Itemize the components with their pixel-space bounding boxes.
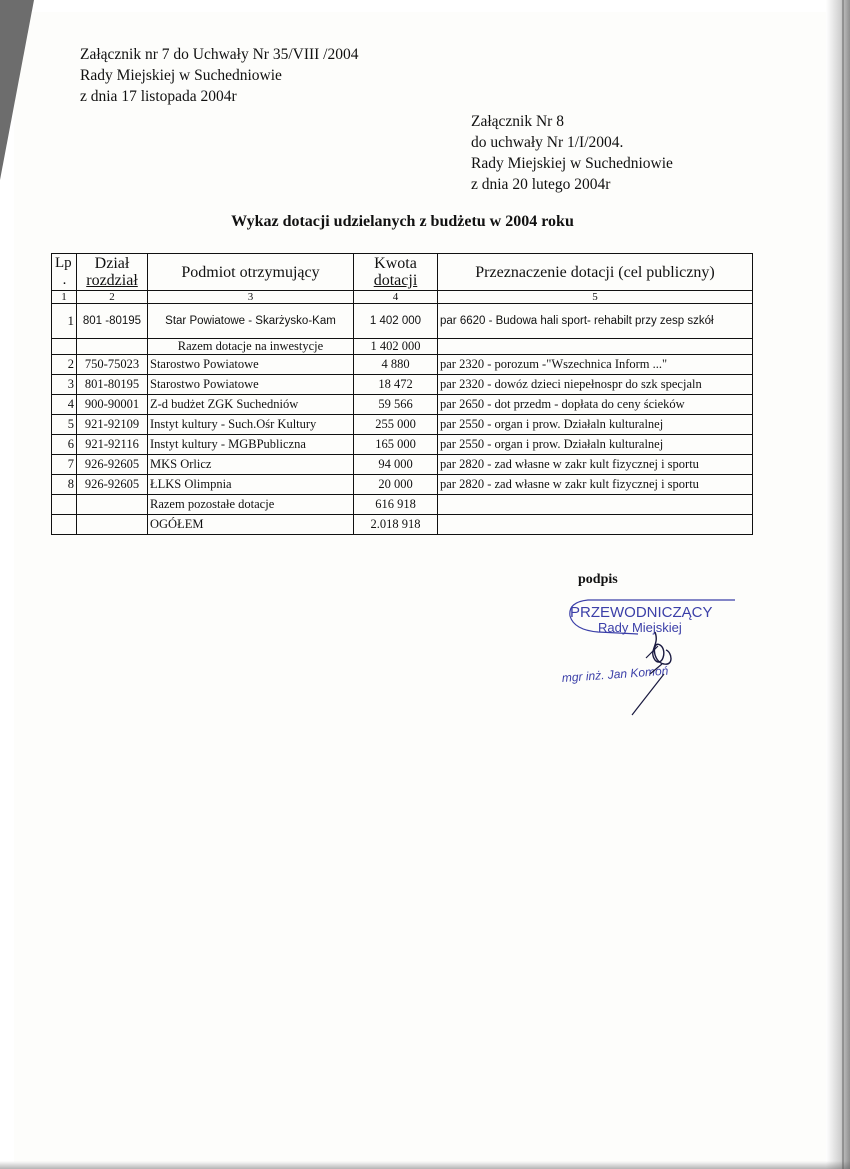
header-lp — [52, 254, 77, 291]
document-title: Wykaz dotacji udzielanych z budżetu w 2004 roku — [231, 213, 574, 230]
row-dzial: 900-90001 — [77, 395, 148, 415]
row-lp: 8 — [52, 475, 77, 495]
header-right-line-1: Załącznik Nr 8 — [471, 113, 564, 130]
subtotal-other-kwota: 616 918 — [354, 495, 438, 515]
row-lp: 4 — [52, 395, 77, 415]
total-label: OGÓŁEM — [148, 515, 354, 535]
stamp-line-1: PRZEWODNICZĄCY — [570, 604, 713, 621]
row-kwota: 4 880 — [354, 355, 438, 375]
header-left-line-1: Załącznik nr 7 do Uchwały Nr 35/VIII /2004 — [80, 46, 359, 63]
header-kwota-line-1: Kwota — [374, 255, 417, 272]
row-podmiot: Starostwo Powiatowe — [148, 355, 354, 375]
empty-cell — [77, 339, 148, 355]
row-lp: 3 — [52, 375, 77, 395]
row-dzial: 921-92109 — [77, 415, 148, 435]
header-podmiot: Podmiot otrzymujący — [148, 254, 354, 291]
row-podmiot: Instyt kultury - Such.Ośr Kultury — [148, 415, 354, 435]
empty-cell — [77, 515, 148, 535]
row-kwota: 255 000 — [354, 415, 438, 435]
row-kwota: 18 472 — [354, 375, 438, 395]
header-kwota — [354, 254, 438, 291]
signature-label: podpis — [578, 572, 618, 587]
row-podmiot: Z-d budżet ZGK Suchedniów — [148, 395, 354, 415]
row-podmiot: Instyt kultury - MGBPubliczna — [148, 435, 354, 455]
table-row — [52, 475, 753, 495]
header-dzial — [77, 254, 148, 291]
subtotal-investment-label: Razem dotacje na inwestycje — [148, 339, 354, 355]
subtotal-investment-row — [52, 339, 753, 355]
col-number: 5 — [438, 291, 753, 304]
row-cel: par 2820 - zad własne w zakr kult fizycznej i sportu — [438, 455, 753, 475]
stamp-line-3: mgr inż. Jan Komoń — [561, 663, 669, 686]
subsidies-table — [51, 253, 753, 535]
empty-cell — [438, 515, 753, 535]
empty-cell — [52, 495, 77, 515]
attachment-header-left — [80, 44, 359, 107]
header-lp-text: Lp — [55, 255, 72, 271]
col-number: 3 — [148, 291, 354, 304]
header-przeznaczenie: Przeznaczenie dotacji (cel publiczny) — [438, 254, 753, 291]
row-podmiot: Star Powiatowe - Skarżysko-Kam — [148, 304, 354, 339]
table-row — [52, 435, 753, 455]
row-lp: 1 — [52, 304, 77, 339]
row-kwota: 165 000 — [354, 435, 438, 455]
page-edge-line — [842, 0, 844, 1169]
table-row — [52, 455, 753, 475]
attachment-header-right — [471, 111, 673, 195]
row-kwota: 94 000 — [354, 455, 438, 475]
row-podmiot: MKS Orlicz — [148, 455, 354, 475]
page-fold-shadow — [0, 0, 34, 180]
empty-cell — [77, 495, 148, 515]
subtotal-investment-kwota: 1 402 000 — [354, 339, 438, 355]
table-row — [52, 375, 753, 395]
table-row — [52, 355, 753, 375]
table-header-row — [52, 254, 753, 291]
total-row — [52, 515, 753, 535]
row-podmiot: Starostwo Powiatowe — [148, 375, 354, 395]
official-stamp — [560, 590, 760, 720]
page-edge-shadow — [826, 0, 850, 1169]
row-cel: par 2550 - organ i prow. Działaln kulturalnej — [438, 415, 753, 435]
subtotal-other-label: Razem pozostałe dotacje — [148, 495, 354, 515]
empty-cell — [438, 339, 753, 355]
signature-strokes — [632, 646, 664, 715]
header-right-line-4: z dnia 20 lutego 2004r — [471, 176, 611, 193]
row-podmiot: ŁLKS Olimpnia — [148, 475, 354, 495]
total-kwota: 2.018 918 — [354, 515, 438, 535]
document-page — [14, 12, 826, 1162]
table-row — [52, 304, 753, 339]
empty-cell — [52, 515, 77, 535]
table-row — [52, 395, 753, 415]
empty-cell — [438, 495, 753, 515]
row-kwota: 59 566 — [354, 395, 438, 415]
row-cel: par 2320 - porozum -"Wszechnica Inform ..." — [438, 355, 753, 375]
row-kwota: 1 402 000 — [354, 304, 438, 339]
row-cel: par 2820 - zad własne w zakr kult fizycznej i sportu — [438, 475, 753, 495]
header-lp-dot: . — [62, 272, 67, 288]
header-dzial-line-2: rozdział — [86, 272, 138, 289]
col-number: 2 — [77, 291, 148, 304]
header-kwota-line-2: dotacji — [373, 272, 418, 289]
header-left-line-2: Rady Miejskiej w Suchedniowie — [80, 67, 282, 84]
row-lp: 6 — [52, 435, 77, 455]
row-lp: 2 — [52, 355, 77, 375]
row-kwota: 20 000 — [354, 475, 438, 495]
row-cel: par 6620 - Budowa hali sport- rehabilt przy zesp szkół — [438, 304, 753, 339]
row-dzial: 926-92605 — [77, 455, 148, 475]
row-cel: par 2550 - organ i prow. Działaln kulturalnej — [438, 435, 753, 455]
header-right-line-2: do uchwały Nr 1/I/2004. — [471, 134, 624, 151]
row-dzial: 801-80195 — [77, 375, 148, 395]
row-dzial: 926-92605 — [77, 475, 148, 495]
page-bottom-shadow — [0, 1161, 850, 1169]
stamp-line-2: Rady Miejskiej — [598, 620, 682, 635]
header-dzial-line-1: Dział — [94, 255, 130, 272]
row-cel: par 2320 - dowóz dzieci niepełnospr do szk specjaln — [438, 375, 753, 395]
row-lp: 7 — [52, 455, 77, 475]
column-number-row — [52, 291, 753, 304]
row-cel: par 2650 - dot przedm - dopłata do ceny ścieków — [438, 395, 753, 415]
header-right-line-3: Rady Miejskiej w Suchedniowie — [471, 155, 673, 172]
col-number: 4 — [354, 291, 438, 304]
row-dzial: 921-92116 — [77, 435, 148, 455]
row-dzial: 801 -80195 — [77, 304, 148, 339]
table-row — [52, 415, 753, 435]
subtotal-other-row — [52, 495, 753, 515]
row-lp: 5 — [52, 415, 77, 435]
empty-cell — [52, 339, 77, 355]
header-left-line-3: z dnia 17 listopada 2004r — [80, 88, 237, 105]
row-dzial: 750-75023 — [77, 355, 148, 375]
col-number: 1 — [52, 291, 77, 304]
